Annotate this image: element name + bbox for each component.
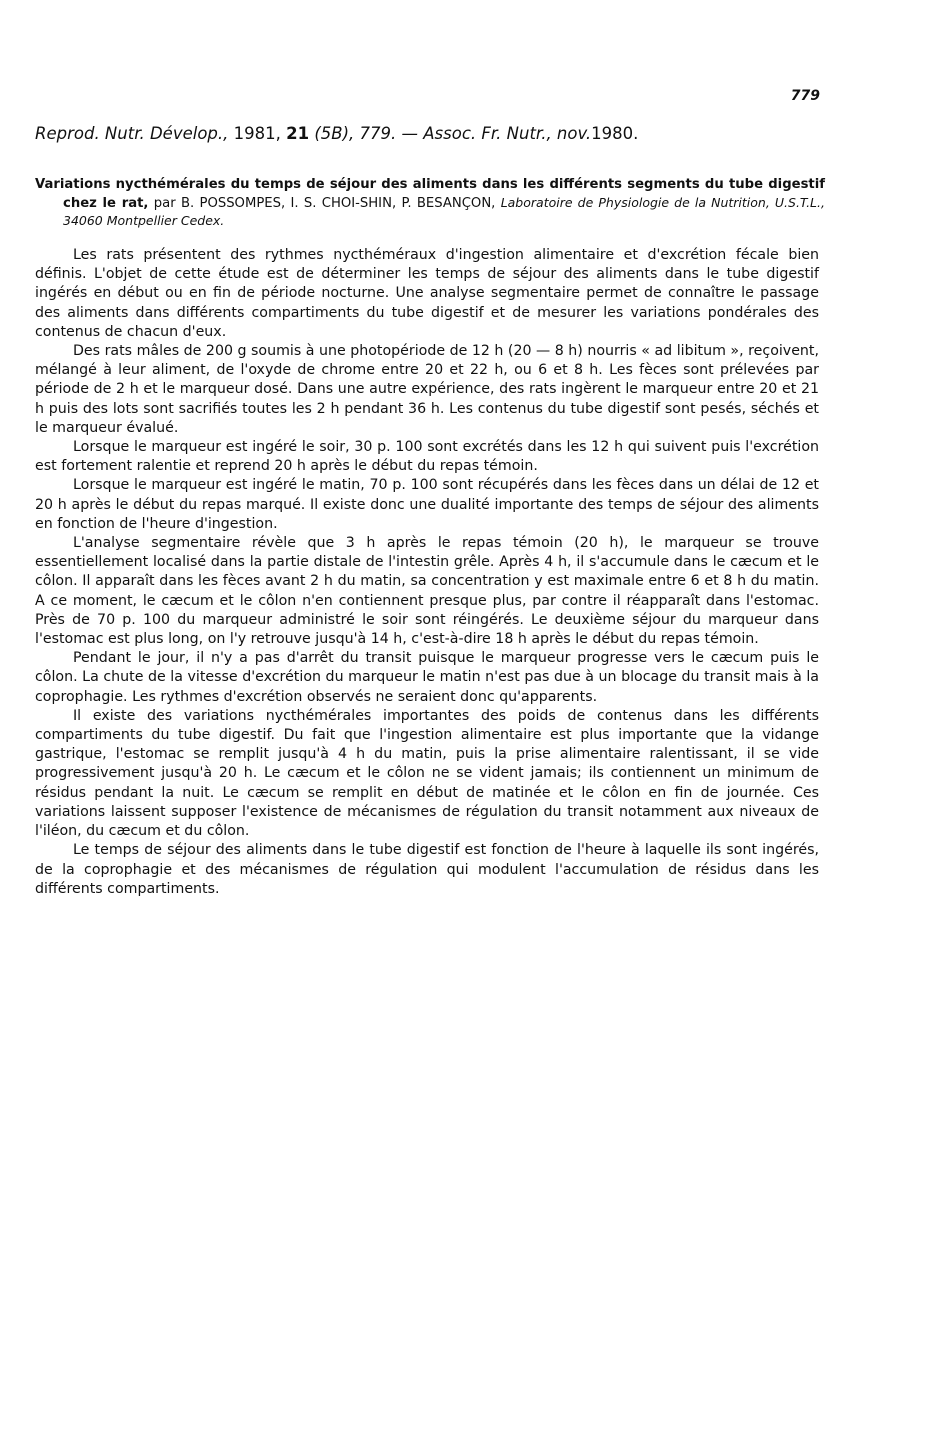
citation-journal: Reprod. Nutr. Dévelop., bbox=[35, 124, 229, 143]
body-paragraph: Pendant le jour, il n'y a pas d'arrêt du transit puisque le marqueur progresse vers le cæcum puis le côlon. La chute de la vitesse d'excrétion du marqueur le matin n'est pas due à un blocage du transit mais à la coprophagie. Les rythmes d'excrétion observés ne seraient donc qu'apparents. bbox=[35, 650, 819, 705]
journal-citation bbox=[35, 124, 825, 143]
article-title: Variations nycthémérales du temps de séjour des aliments dans les différents segments du tube digestif chez le rat, bbox=[35, 177, 825, 211]
body-paragraph: Des rats mâles de 200 g soumis à une photopériode de 12 h (20 — 8 h) nourris « ad libitum », reçoivent, mélangé à leur aliment, de l'oxyde de chrome entre 20 et 22 h, ou 6 et 8 h. Les fèces sont prélevées par période de 2 h et le marqueur dosé. Dans une autre expérience, des rats ingèrent le marqueur entre 20 et 21 h puis des lots sont sacrifiés toutes les 2 h pendant 36 h. Les contenus du tube digestif sont pesés, séchés et le marqueur évalué. bbox=[35, 343, 819, 436]
body-paragraph: Lorsque le marqueur est ingéré le matin, 70 p. 100 sont récupérés dans les fèces dans un délai de 12 et 20 h après le début du repas marqué. Il existe donc une dualité importante des temps de séjour des aliments en fonction de l'heure d'ingestion. bbox=[35, 477, 819, 532]
body-paragraph: Il existe des variations nycthémérales importantes des poids de contenus dans les différents compartiments du tube digestif. Du fait que l'ingestion alimentaire est plus importante que la vidange gastrique, l'estomac se remplit jusqu'à 4 h du matin, puis la prise alimentaire ralentissant, il se vide progressivement jusqu'à 20 h. Le cæcum et le côlon ne se vident jamais; ils contiennent un minimum de résidus pendant la nuit. Le cæcum se remplit en début de matinée et le côlon en fin de journée. Ces variations laissent supposer l'existence de mécanismes de régulation du transit notamment aux niveaux de l'iléon, du cæcum et du côlon. bbox=[35, 707, 819, 840]
article-laboratory: Laboratoire de Physiologie de la Nutrition, U.S.T.L., 34060 Montpellier Cedex. bbox=[63, 194, 825, 228]
citation-meeting-year: 1980. bbox=[591, 124, 639, 143]
citation-year: 1981, bbox=[233, 124, 281, 143]
article-authors: B. POSSOMPES, I. S. CHOI-SHIN, P. BESANÇON, bbox=[180, 195, 496, 211]
body-paragraph: Les rats présentent des rythmes nycthéméraux d'ingestion alimentaire et d'excrétion fécale bien définis. L'objet de cette étude est de déterminer les temps de séjour des aliments dans le tube digestif ingérés en début ou en fin de période nocturne. Une analyse segmentaire permet de connaître le passage des aliments dans différents compartiments du tube digestif et de mesurer les variations pondérales des contenus de chacun d'eux. bbox=[35, 247, 819, 340]
citation-issue-pages: (5B), 779. — Assoc. Fr. Nutr., nov. bbox=[314, 124, 592, 143]
article-by: par bbox=[153, 195, 176, 211]
article-body bbox=[35, 246, 819, 899]
body-paragraph: Le temps de séjour des aliments dans le tube digestif est fonction de l'heure à laquelle ils sont ingérés, de la coprophagie et des mécanismes de régulation qui modulent l'accumulation de résidus dans les différents compartiments. bbox=[35, 842, 819, 897]
citation-volume: 21 bbox=[286, 124, 310, 143]
body-paragraph: L'analyse segmentaire révèle que 3 h après le repas témoin (20 h), le marqueur se trouve essentiellement localisé dans la partie distale de l'intestin grêle. Après 4 h, il s'accumule dans le cæcum et le côlon. Il apparaît dans les fèces avant 2 h du matin, sa concentration y est maximale entre 6 et 8 h du matin. A ce moment, le cæcum et le côlon n'en contiennent presque plus, par contre il réapparaît dans l'estomac. Près de 70 p. 100 du marqueur administré le soir sont réingérés. Le deuxième séjour du marqueur dans l'estomac est plus long, on l'y retrouve jusqu'à 14 h, c'est-à-dire 18 h après le début du repas témoin. bbox=[35, 535, 819, 648]
page-number: 779 bbox=[790, 88, 820, 104]
article-heading bbox=[35, 176, 825, 231]
body-paragraph: Lorsque le marqueur est ingéré le soir, 30 p. 100 sont excrétés dans les 12 h qui suivent puis l'excrétion est fortement ralentie et reprend 20 h après le début du repas témoin. bbox=[35, 439, 819, 475]
article-header bbox=[35, 176, 825, 231]
